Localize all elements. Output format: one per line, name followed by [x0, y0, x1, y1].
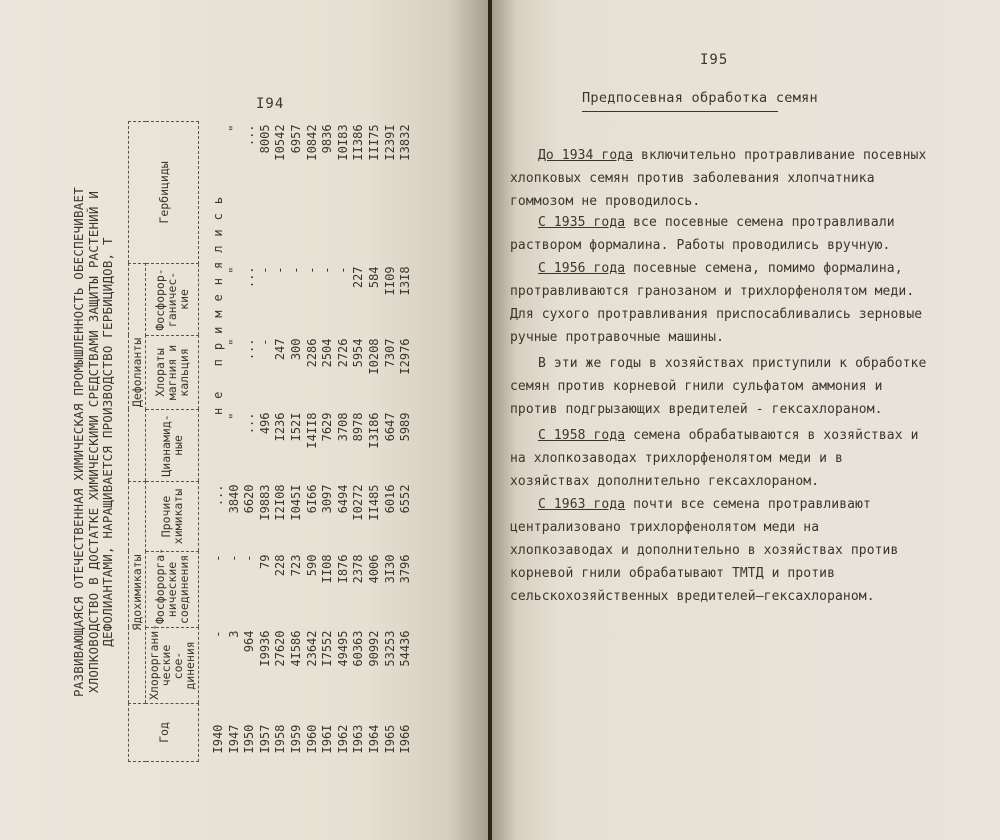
section-heading: Предпосевная обработка семян	[582, 90, 818, 106]
table-row: I958 27620 228 I2I08 I236 247 - I0542	[273, 124, 288, 754]
paragraph: В эти же годы в хозяйствах приступили к обработке семян против корневой гнили сульфатом аммония и против подгрызающих вредителей - гексахлораном.	[510, 356, 927, 417]
table-row: I966 54436 3796 6552 5989 I2976 I3I8 I3832	[398, 124, 413, 754]
header-cyanamide: Цианамид-ные	[146, 409, 199, 481]
header-defoliants: Дефолианты	[129, 263, 146, 481]
year-lead: С 1963 года	[538, 497, 626, 512]
table-title: РАЗВИВАЮЩАЯСЯ ОТЕЧЕСТВЕННАЯ ХИМИЧЕСКАЯ ПРОМЫШЛЕННОСТЬ ОБЕСПЕЧИВАЕТ ХЛОПКОВОДСТВО В ДОСТАТКЕ ХИМИЧЕСКИМИ СРЕДСТВАМИ ЗАЩИТЫ РАСТЕНИЙ И ДЕФОЛИАНТАМИ, НАРАЩИВАЕТСЯ ПРОИЗВОДСТВО ГЕРБИЦИДОВ, Т	[71, 187, 115, 697]
table-row: I963 60363 2378 I0272 8978 5954 227 II386	[351, 124, 366, 754]
header-herbicides: Гербициды	[129, 121, 199, 263]
header-organochlorine: Хлороргани-ческие сое-динения	[146, 628, 199, 704]
year-lead: С 1956 года	[538, 261, 626, 276]
left-page-number: I94	[256, 96, 285, 112]
table-row: I940 - - ... не применялись	[199, 121, 227, 761]
header-agrochemicals: Ядохимикаты	[129, 481, 146, 703]
chemicals-table	[128, 121, 414, 762]
table-row: I965 53253 3I30 6016 6647 7307 II09 I239I	[382, 124, 397, 754]
rotated-table-block	[60, 122, 460, 762]
not-used-note: не применялись	[211, 187, 225, 416]
paragraph: С 1956 года посевные семена, помимо формалина, протравливаются гранозаном и трихлорфенолятом меди. Для сухого протравливания приспосабливались зерновые ручные протравочные машины.	[510, 261, 923, 345]
year-lead: С 1958 года	[538, 428, 626, 443]
heading-underline	[582, 111, 778, 112]
table-row: I964 90992 4006 II485 I3I86 I0208 584 III75	[366, 124, 381, 754]
header-year: Год	[129, 704, 199, 762]
header-organophosphorus: Фосфорорга-нические соединения	[146, 552, 199, 628]
table-row: I947 3 - 3840 " " " "	[226, 124, 241, 754]
table-row: I96I I7552 II08 3097 7629 2504 - 9836	[320, 124, 335, 754]
paragraph: С 1958 года семена обрабатываются в хозяйствах и на хлопкозаводах трихлорфенолятом меди и в хозяйствах дополнительно гексахлораном.	[510, 428, 919, 489]
year-lead: До 1934 года	[538, 148, 634, 163]
paragraph: До 1934 года включительно протравливание посевных хлопковых семян против заболевания хлопчатника гоммозом не проводилось.	[510, 148, 927, 209]
table-row: I960 23642 590 6I66 I4II8 2286 - I0842	[304, 124, 319, 754]
header-phosphorus-organic: Фосфорор-ганичес-кие	[146, 263, 199, 335]
header-chlorates: Хлораты магния и кальция	[146, 335, 199, 409]
paragraph: С 1963 года почти все семена протравливают централизовано трихлорфенолятом меди на хлопкозаводах и дополнительно в хозяйствах против корневой гнили обрабатывают ТМТД и против сельскохозяйственных вредителей—гексахлораном.	[510, 497, 899, 604]
header-other-chemicals: Прочие химикаты	[146, 481, 199, 551]
paragraph: С 1935 года все посевные семена протравливали раствором формалина. Работы проводились вручную.	[510, 215, 895, 253]
year-lead: С 1935 года	[538, 215, 626, 230]
table-row: I957 I9936 79 I9883 496 - - 8005	[257, 124, 272, 754]
table-row: I962 49495 I876 6494 3708 2726 - I0I83	[335, 124, 350, 754]
table-row: I959 4I586 723 I045I I52I 300 - 6957	[288, 124, 303, 754]
table-row: I950 964 - 6620 ... ... ... ...	[242, 124, 257, 754]
right-page-number: I95	[700, 52, 729, 68]
